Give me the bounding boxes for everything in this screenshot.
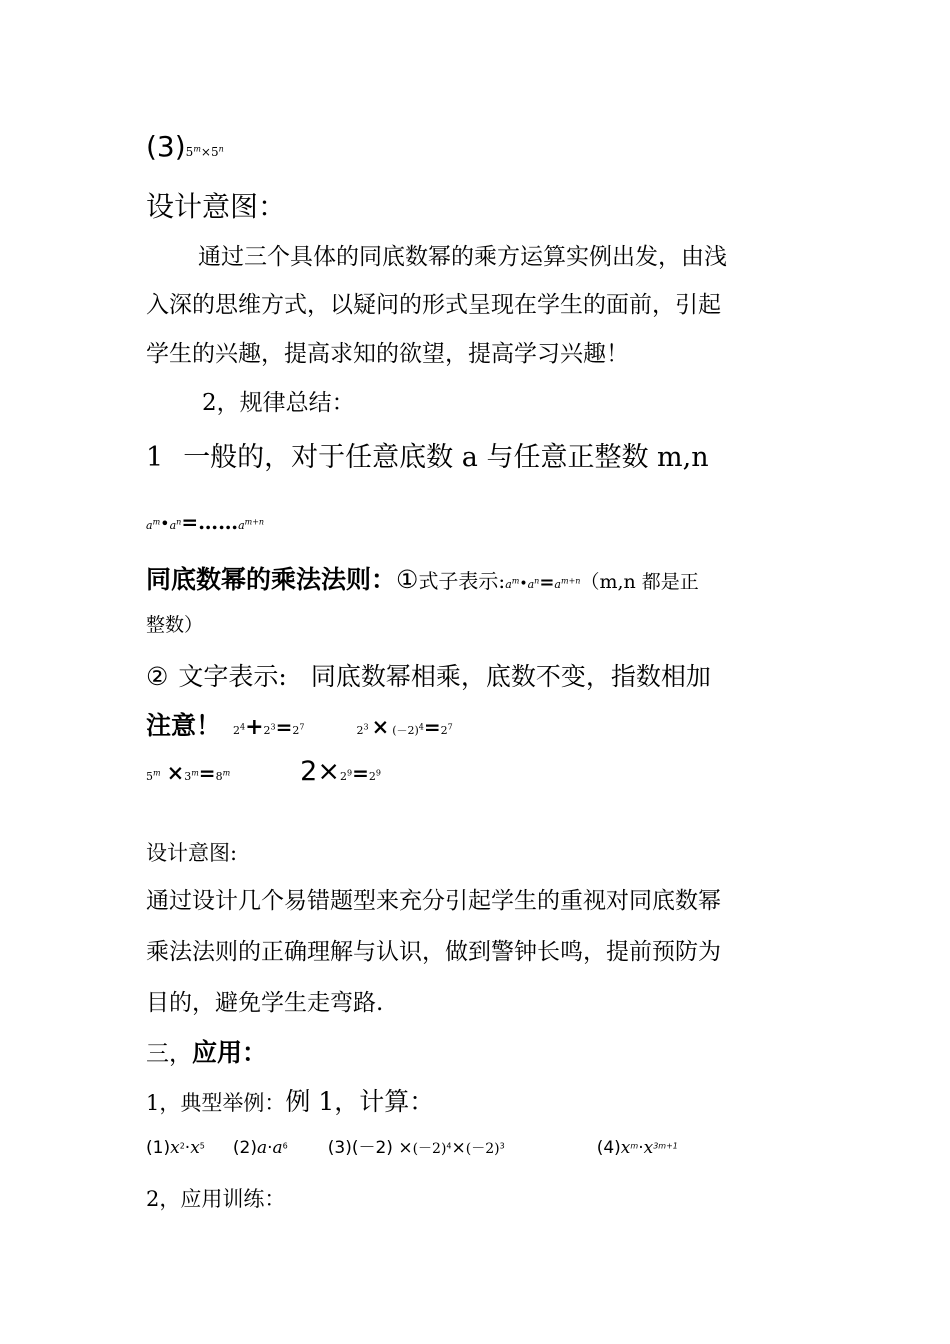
design-intent-heading-2: 设计意图: — [146, 841, 238, 865]
math-base: (－2) — [412, 1141, 447, 1157]
math-op: × — [200, 145, 211, 159]
formula-line — [146, 510, 264, 534]
math-exp: 5 — [199, 1141, 205, 1151]
math-exp: 7 — [447, 722, 453, 732]
section3-heading: 应用： — [192, 1038, 268, 1067]
problem-4: $(4)x^m\cdot x^{3m+1}$ — [596, 1138, 678, 1158]
problem-label: (4) — [596, 1138, 621, 1158]
para2-line-1: 通过设计几个易错题型来充分引起学生的重视对同底数幂 — [146, 888, 721, 914]
example-label: 1，典型举例： — [146, 1091, 286, 1115]
math-dot: • — [160, 514, 170, 533]
example-title: 例 1，计算： — [285, 1087, 435, 1116]
math-exp: 4 — [418, 722, 424, 732]
math-exp: m — [153, 768, 161, 778]
math-base: a — [146, 519, 153, 532]
math-op: × — [371, 714, 390, 739]
general-num: 1 — [146, 442, 164, 473]
problem-1: $(1)x^2\cdot x^5$ — [146, 1138, 205, 1158]
caution-example-4 — [300, 756, 381, 787]
math-exp: 9 — [346, 768, 353, 778]
math-base: 8 — [215, 770, 223, 783]
math-base: a — [256, 1138, 268, 1158]
caution-line-2 — [146, 756, 381, 787]
math-base: x — [620, 1138, 631, 1158]
math-base: a — [554, 578, 561, 591]
rule-text-line — [146, 657, 711, 693]
math-exp: m — [191, 768, 199, 778]
rule-expr-label: 式子表示: — [418, 569, 506, 593]
math-exp: m — [511, 576, 520, 586]
formula-equals: =…… — [181, 510, 239, 534]
rule-paren-continued: 整数） — [146, 614, 204, 636]
math-op: × — [451, 1138, 466, 1158]
math-exp: n — [176, 517, 182, 527]
rule-circle-1: ① — [396, 565, 419, 594]
math-exp: 3 — [363, 722, 369, 732]
problem-label: (3)(－2) — [327, 1138, 393, 1158]
caution-example-1 — [233, 714, 305, 740]
para2-line-3: 目的，避免学生走弯路. — [146, 990, 384, 1016]
math-base: 2 — [263, 724, 271, 737]
para2-line-2: 乘法法则的正确理解与认识，做到警钟长鸣，提前预防为 — [146, 939, 721, 965]
math-op: + — [245, 714, 264, 740]
math-base: 2 — [368, 770, 376, 783]
caution-example-2 — [356, 714, 453, 739]
math-exp: 2 — [179, 1141, 185, 1151]
problems-line — [146, 1133, 678, 1158]
math-base: 2 — [233, 724, 241, 737]
math-base: x — [190, 1138, 200, 1158]
math-base: 3 — [184, 770, 192, 783]
math-base: a — [238, 519, 245, 532]
item3-line — [146, 130, 224, 163]
math-exp: m — [222, 768, 231, 778]
design-intent-heading-1: 设计意图： — [146, 190, 287, 223]
rule-line — [146, 560, 699, 596]
math-base: 2 — [300, 756, 318, 787]
math-exp: 4 — [240, 722, 246, 732]
math-exp: 3 — [270, 722, 276, 732]
math-exp: n — [534, 576, 540, 586]
math-equals: = — [539, 572, 555, 593]
math-base: a — [505, 578, 512, 591]
math-base: 2 — [356, 724, 364, 737]
math-equals: = — [275, 715, 293, 739]
general-statement — [146, 435, 709, 474]
math-base: 5 — [146, 770, 153, 783]
section2-heading: 2，规律总结： — [202, 390, 355, 416]
math-base: x — [643, 1138, 654, 1158]
rule-title: 同底数幂的乘法法则： — [146, 565, 397, 594]
para1-line-1: 通过三个具体的同底数幂的乘方运算实例出发，由浅 — [198, 244, 727, 270]
math-exp: 3m+1 — [653, 1141, 678, 1151]
math-base: 5 — [185, 145, 194, 159]
caution-label: 注意！ — [146, 711, 222, 740]
math-exp: 4 — [446, 1141, 452, 1151]
math-base: 2 — [292, 724, 300, 737]
math-equals: = — [198, 761, 216, 785]
math-dot: • — [519, 576, 528, 592]
math-exp: 9 — [375, 768, 381, 778]
general-text: 一般的，对于任意底数 a 与任意正整数 m,n — [183, 442, 709, 473]
para1-line-2: 入深的思维方式，以疑问的形式呈现在学生的面前，引起 — [146, 292, 721, 318]
math-equals: = — [352, 761, 369, 785]
math-base: a — [527, 578, 535, 591]
caution-example-3 — [146, 760, 231, 785]
math-op: × — [398, 1138, 413, 1158]
math-exp: 7 — [299, 722, 305, 732]
math-exp: 6 — [282, 1141, 288, 1151]
math-base: a — [169, 519, 177, 532]
math-base: 5 — [210, 145, 219, 159]
rule-paren: （m,n 都是正 — [580, 571, 699, 593]
math-op: × — [317, 756, 340, 787]
caution-line — [146, 706, 453, 742]
training-heading: 2，应用训练： — [146, 1187, 286, 1211]
math-exp: 3 — [499, 1141, 505, 1151]
problem-2: $(2)a\cdot a^6$ — [232, 1138, 288, 1158]
math-base: (－2) — [465, 1141, 500, 1157]
math-base: (－2) — [392, 724, 419, 737]
item3-label: (3) — [146, 130, 186, 163]
rule-text-value: 同底数幂相乘，底数不变，指数相加 — [310, 662, 711, 691]
math-exp: n — [218, 144, 224, 154]
math-exp: m — [630, 1141, 639, 1151]
para1-line-3: 学生的兴趣，提高求知的欲望，提高学习兴趣！ — [146, 341, 629, 367]
math-op: × — [166, 760, 185, 785]
math-exp: m — [193, 144, 201, 154]
problem-label: (2) — [232, 1138, 257, 1158]
section3-heading-line — [146, 1033, 267, 1069]
math-base: 2 — [339, 770, 347, 783]
section3-prefix: 三， — [146, 1041, 192, 1067]
math-base: 2 — [440, 724, 448, 737]
rule-text-label: 文字表示: — [178, 662, 287, 691]
math-base: x — [170, 1138, 180, 1158]
math-base: a — [272, 1138, 283, 1158]
math-exp: m — [152, 517, 161, 527]
problem-3 — [328, 1138, 505, 1158]
example-line — [146, 1082, 434, 1118]
math-exp: m+n — [244, 517, 265, 527]
rule-circle-2: ② — [146, 662, 169, 691]
problem-label: (1) — [146, 1138, 171, 1158]
item3-math — [186, 145, 224, 159]
math-exp: m+n — [560, 576, 581, 586]
math-equals: = — [423, 715, 441, 739]
